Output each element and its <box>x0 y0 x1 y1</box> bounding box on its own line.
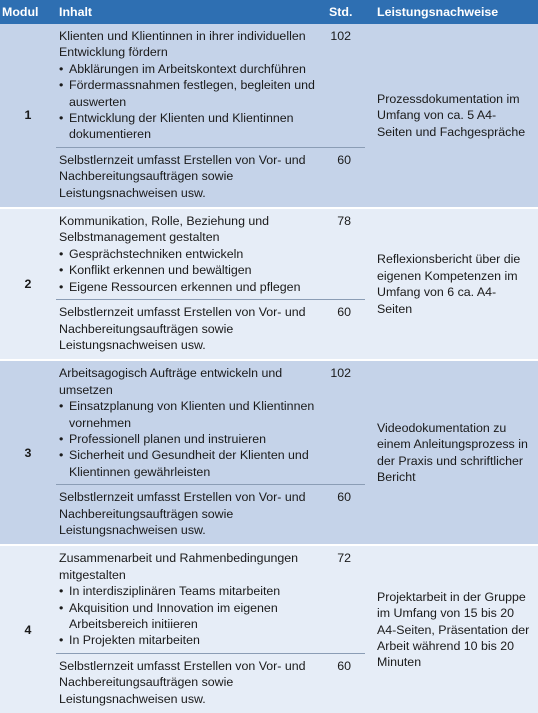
header-inhalt: Inhalt <box>56 0 323 24</box>
module-bullets <box>59 61 319 143</box>
list-item: • Entwicklung der Klienten und Klientinnen dokumentieren <box>59 110 319 143</box>
module-bullets <box>59 583 319 649</box>
module-bullets <box>59 398 319 480</box>
header-std: Std. <box>323 0 365 24</box>
module-number: 3 <box>0 360 56 545</box>
module-content <box>56 208 323 300</box>
self-study-hours: 60 <box>323 653 365 713</box>
list-item: • Fördermassnahmen festlegen, begleiten und auswerten <box>59 77 319 110</box>
self-study-text: Selbstlernzeit umfasst Erstellen von Vor- und Nachbereitungsaufträgen sowie Leistungsnachweisen usw. <box>56 300 323 361</box>
module-assessment: Videodokumentation zu einem Anleitungsprozess in der Praxis und schriftlicher Bericht <box>365 360 538 545</box>
list-item: • Gesprächstechniken entwickeln <box>59 246 319 262</box>
module-content <box>56 24 323 147</box>
module-row <box>0 208 538 300</box>
module-content <box>56 545 323 653</box>
list-item: • Konflikt erkennen und bewältigen <box>59 262 319 278</box>
list-item: • Akquisition und Innovation im eigenen Arbeitsbereich initiieren <box>59 600 319 633</box>
module-title: Klienten und Klientinnen in ihrer individuellen Entwicklung fördern <box>59 29 306 60</box>
module-content <box>56 360 323 484</box>
header-leistungsnachweise: Leistungsnachweise <box>365 0 538 24</box>
module-hours: 78 <box>323 208 365 300</box>
module-assessment: Prozessdokumentation im Umfang von ca. 5 A4-Seiten und Fachgespräche <box>365 24 538 208</box>
module-number: 2 <box>0 208 56 360</box>
self-study-text: Selbstlernzeit umfasst Erstellen von Vor- und Nachbereitungsaufträgen sowie Leistungsnachweisen usw. <box>56 653 323 713</box>
module-row <box>0 24 538 147</box>
list-item: • In Projekten mitarbeiten <box>59 632 319 648</box>
module-assessment: Projektarbeit in der Gruppe im Umfang von 15 bis 20 A4-Seiten, Präsentation der Arbeit während 10 bis 20 Minuten <box>365 545 538 713</box>
self-study-hours: 60 <box>323 300 365 361</box>
self-study-hours: 60 <box>323 147 365 208</box>
module-hours: 72 <box>323 545 365 653</box>
list-item: • Einsatzplanung von Klienten und Klientinnen vornehmen <box>59 398 319 431</box>
list-item: • In interdisziplinären Teams mitarbeiten <box>59 583 319 599</box>
self-study-text: Selbstlernzeit umfasst Erstellen von Vor- und Nachbereitungsaufträgen sowie Leistungsnachweisen usw. <box>56 485 323 546</box>
module-title: Zusammenarbeit und Rahmenbedingungen mitgestalten <box>59 551 299 582</box>
module-assessment: Reflexionsbericht über die eigenen Kompetenzen im Umfang von 6 ca. A4-Seiten <box>365 208 538 360</box>
list-item: • Professionell planen und instruieren <box>59 431 319 447</box>
module-number: 1 <box>0 24 56 208</box>
module-row <box>0 545 538 653</box>
module-number: 4 <box>0 545 56 713</box>
module-title: Kommunikation, Rolle, Beziehung und Selbstmanagement gestalten <box>59 214 270 245</box>
header-row <box>0 0 538 24</box>
list-item: • Sicherheit und Gesundheit der Klienten und Klientinnen gewährleisten <box>59 447 319 480</box>
header-modul: Modul <box>0 0 56 24</box>
self-study-text: Selbstlernzeit umfasst Erstellen von Vor- und Nachbereitungsaufträgen sowie Leistungsnachweisen usw. <box>56 147 323 208</box>
module-bullets <box>59 246 319 295</box>
module-row <box>0 360 538 484</box>
list-item: • Eigene Ressourcen erkennen und pflegen <box>59 279 319 295</box>
module-hours: 102 <box>323 24 365 147</box>
module-title: Arbeitsagogisch Aufträge entwickeln und umsetzen <box>59 366 283 397</box>
self-study-hours: 60 <box>323 485 365 546</box>
module-hours: 102 <box>323 360 365 484</box>
list-item: • Abklärungen im Arbeitskontext durchführen <box>59 61 319 77</box>
